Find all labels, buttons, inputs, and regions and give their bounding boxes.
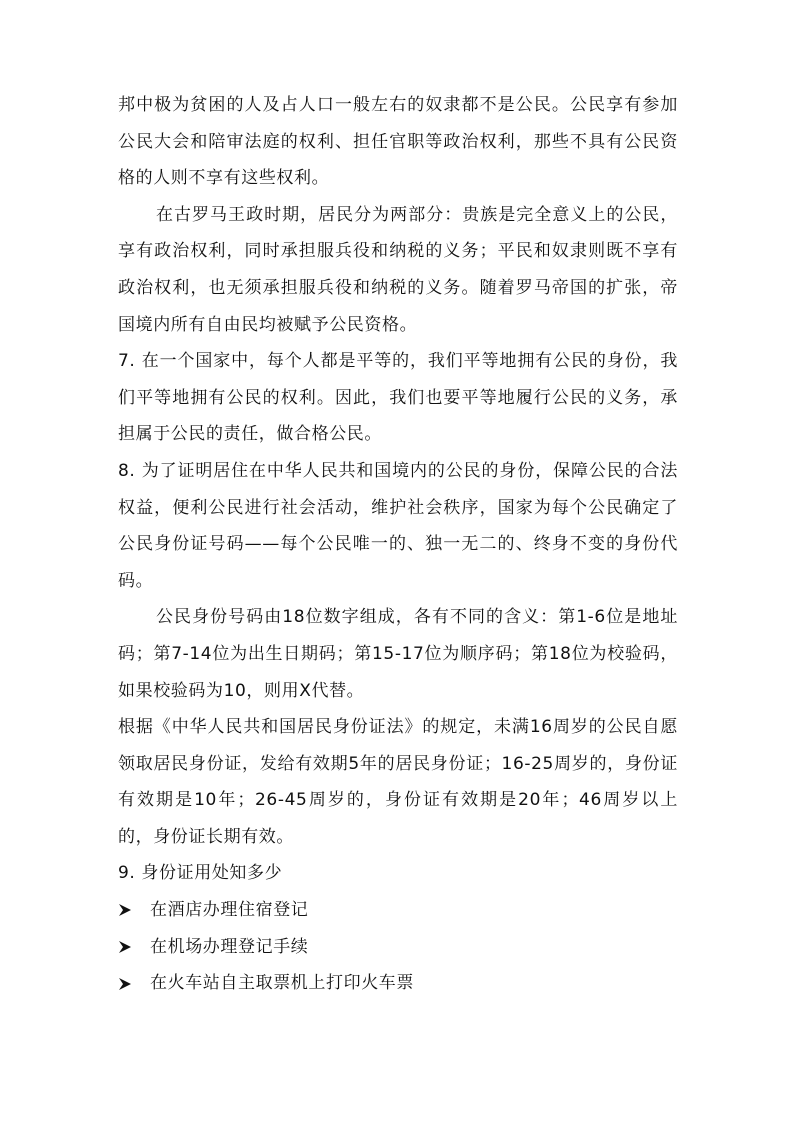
paragraph-item-7-equality: 7. 在一个国家中，每个人都是平等的，我们平等地拥有公民的身份，我们平等地拥有公民的权利。因此，我们也要平等地履行公民的义务，承担属于公民的责任，做合格公民。	[118, 351, 678, 445]
id-card-uses-list	[118, 892, 678, 1002]
list-item-text: 在酒店办理住宿登记	[150, 900, 309, 921]
list-item-text: 在火车站自主取票机上打印火车票	[150, 973, 414, 994]
arrowhead-bullet-icon	[118, 940, 132, 954]
heading-item-9-uses: 9. 身份证用处知多少	[118, 863, 283, 884]
list-item-text: 在机场办理登记手续	[150, 936, 309, 957]
paragraph-athens-citizenship: 邦中极为贫困的人及占人口一般左右的奴隶都不是公民。公民享有参加公民大会和陪审法庭的权利、担任官职等政治权利，那些不具有公民资格的人则不享有这些权利。	[118, 95, 678, 189]
paragraph-item-8-id-number: 8. 为了证明居住在中华人民共和国境内的公民的身份，保障公民的合法权益，便利公民进行社会活动，维护社会秩序，国家为每个公民确定了公民身份证号码——每个公民唯一的、独一无二的、终身不变的身份代码。	[118, 460, 678, 591]
document-body	[118, 87, 678, 1002]
list-item	[118, 929, 678, 966]
paragraph-rome-citizenship: 在古罗马王政时期，居民分为两部分：贵族是完全意义上的公民，享有政治权利，同时承担服兵役和纳税的义务；平民和奴隶则既不享有政治权利，也无须承担服兵役和纳税的义务。随着罗马帝国的扩张，帝国境内所有自由民均被赋予公民资格。	[118, 204, 678, 335]
paragraph-id-card-law: 根据《中华人民共和国居民身份证法》的规定，未满16周岁的公民自愿领取居民身份证，发给有效期5年的居民身份证；16-25周岁的，身份证有效期是10年；26-45周岁的，身份证有效期是20年；46周岁以上的，身份证长期有效。	[118, 717, 678, 847]
list-item	[118, 965, 678, 1002]
paragraph-id-number-structure: 公民身份号码由18位数字组成，各有不同的含义：第1-6位是地址码；第7-14位为出生日期码；第15-17位为顺序码；第18位为校验码，如果校验码为10，则用X代替。	[118, 607, 678, 701]
arrowhead-bullet-icon	[118, 977, 132, 991]
arrowhead-bullet-icon	[118, 903, 132, 917]
list-item	[118, 892, 678, 929]
